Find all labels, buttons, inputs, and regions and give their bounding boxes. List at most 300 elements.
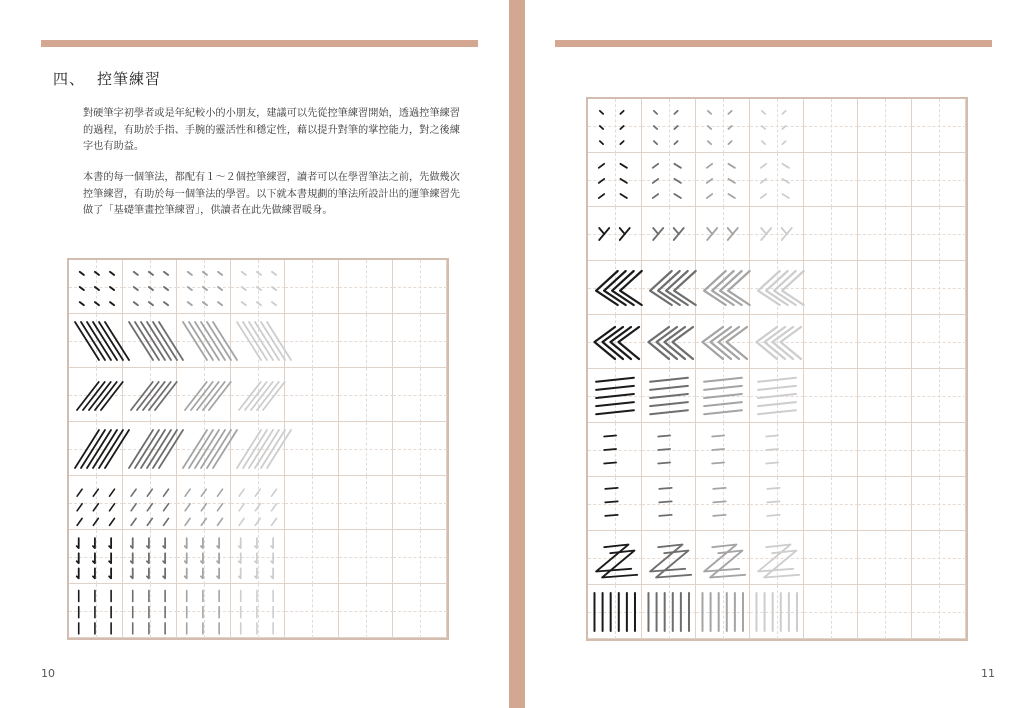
hook-stroke [255,538,257,548]
intro-paragraph: 對硬筆字初學者或是年紀較小的小朋友，建議可以先從控筆練習開始，透過控筆練習的過程，有助於手指、手腕的靈活性和穩定性，藉以提升對筆的掌控能力，對之後練字也有助益。 [83,108,460,152]
diagonal-stroke [255,322,279,360]
horizontal-stroke [713,501,725,502]
hook-stroke [77,568,79,578]
dot-stroke [762,126,765,129]
dot-stroke [728,194,734,198]
dot-stroke [203,287,207,290]
dot-stroke [674,111,677,114]
tick-stroke [255,504,260,511]
rising-stroke [255,430,279,468]
dot-stroke [110,287,114,290]
horizontal-stroke [758,378,796,382]
horizontal-stroke [596,410,634,414]
hook-stroke [163,568,165,578]
turn-stroke [656,551,691,578]
dot-stroke [707,234,712,240]
chevron-stroke [672,327,693,359]
tick-stroke [77,504,82,511]
rising-stroke [267,430,291,468]
horizontal-stroke [658,436,670,437]
tick-stroke [131,489,136,496]
rising-stroke [135,430,159,468]
horizontal-stroke [704,402,742,406]
tick-stroke [272,518,277,525]
right-page [525,0,1034,708]
dot-stroke [761,164,766,168]
hook-stroke [131,538,133,548]
horizontal-stroke [604,463,616,464]
dot-stroke [708,141,711,144]
tick-stroke [77,489,82,496]
hook-stroke [217,568,219,578]
tick-stroke [201,518,206,525]
hook-stroke [93,568,95,578]
tick-stroke [147,489,152,496]
horizontal-stroke [758,386,796,390]
chevron-stroke [726,327,747,359]
dot-stroke [674,179,680,183]
dot-stroke [728,234,733,240]
hook-stroke [201,568,203,578]
rising-stroke [237,430,261,468]
tick-stroke [272,504,277,511]
rising-stroke [185,382,207,410]
rising-stroke [141,430,165,468]
dot-stroke [620,111,623,114]
hook-stroke [163,553,165,563]
hook-stroke [217,553,219,563]
hook-stroke [201,538,203,548]
hook-stroke [185,568,187,578]
diagonal-stroke [87,322,111,360]
dot-stroke [712,228,717,234]
rising-stroke [195,430,219,468]
dot-stroke [620,228,625,234]
rising-stroke [261,430,285,468]
dot-stroke [272,287,276,290]
dot-stroke [188,302,192,305]
dot-stroke [80,287,84,290]
rising-stroke [77,382,99,410]
horizontal-stroke [712,449,724,450]
dot-stroke [134,287,138,290]
turn-stroke [764,551,799,578]
rising-stroke [159,430,183,468]
rising-stroke [207,430,231,468]
diagonal-stroke [249,322,273,360]
dot-stroke [242,287,246,290]
dot-stroke [620,179,626,183]
dot-stroke [620,194,626,198]
hook-stroke [109,568,111,578]
dot-stroke [707,228,712,234]
tick-stroke [164,489,169,496]
horizontal-stroke [767,501,779,502]
diagonal-stroke [201,322,225,360]
rising-stroke [209,382,231,410]
practice-grid-left [67,258,449,640]
tick-stroke [131,518,136,525]
dot-stroke [95,272,99,275]
horizontal-stroke [605,488,617,489]
diagonal-stroke [207,322,231,360]
hook-stroke [77,538,79,548]
dot-stroke [164,302,168,305]
turn-stroke [602,551,637,578]
dot-stroke [782,234,787,240]
tick-stroke [110,504,115,511]
dot-stroke [149,302,153,305]
rising-stroke [251,382,273,410]
dot-stroke [95,287,99,290]
hook-stroke [255,553,257,563]
dot-stroke [257,287,261,290]
horizontal-stroke [704,386,742,390]
rising-stroke [155,382,177,410]
dot-stroke [257,272,261,275]
dot-stroke [782,164,788,168]
tick-stroke [93,504,98,511]
hook-stroke [217,538,219,548]
tick-stroke [218,489,223,496]
diagonal-stroke [75,322,99,360]
horizontal-stroke [704,378,742,382]
top-rule-left [41,40,478,47]
tick-stroke [201,489,206,496]
tick-stroke [147,518,152,525]
dot-stroke [728,228,733,234]
dot-stroke [242,302,246,305]
rising-stroke [129,430,153,468]
dot-stroke [761,228,766,234]
diagonal-stroke [237,322,261,360]
tick-stroke [147,504,152,511]
hook-stroke [131,553,133,563]
horizontal-stroke [704,410,742,414]
practice-grid-right [586,97,968,641]
horizontal-stroke [712,463,724,464]
dot-stroke [599,234,604,240]
tick-stroke [239,518,244,525]
diagonal-stroke [135,322,159,360]
dot-stroke [708,111,711,114]
dot-stroke [80,272,84,275]
rising-stroke [213,430,237,468]
stroke-layer [69,260,447,638]
diagonal-stroke [195,322,219,360]
tick-stroke [131,504,136,511]
rising-stroke [105,430,129,468]
horizontal-stroke [713,515,725,516]
rising-stroke [203,382,225,410]
top-rule-right [555,40,992,47]
dot-stroke [272,272,276,275]
diagonal-stroke [105,322,129,360]
diagonal-stroke [81,322,105,360]
hook-stroke [147,538,149,548]
hook-stroke [271,568,273,578]
hook-stroke [77,553,79,563]
dot-stroke [620,126,623,129]
rising-stroke [197,382,219,410]
dot-stroke [599,194,604,198]
rising-stroke [149,382,171,410]
diagonal-stroke [99,322,123,360]
dot-stroke [782,111,785,114]
tick-stroke [218,504,223,511]
dot-stroke [782,194,788,198]
hook-stroke [93,538,95,548]
diagonal-stroke [141,322,165,360]
rising-stroke [75,430,99,468]
page-number-right: 11 [981,667,995,680]
dot-stroke [600,141,603,144]
dot-stroke [766,228,771,234]
dot-stroke [599,179,604,183]
dot-stroke [149,272,153,275]
hook-stroke [255,568,257,578]
horizontal-stroke [605,515,617,516]
rising-stroke [183,430,207,468]
hook-stroke [201,553,203,563]
rising-stroke [131,382,153,410]
hook-stroke [239,553,241,563]
chevron-stroke [782,271,804,305]
hook-stroke [147,568,149,578]
dot-stroke [164,272,168,275]
tick-stroke [77,518,82,525]
page-number-left: 10 [41,667,55,680]
section-title: 控筆練習 [97,70,162,88]
dot-stroke [674,234,679,240]
dot-stroke [188,272,192,275]
dot-stroke [787,228,792,234]
dot-stroke [728,164,734,168]
diagonal-stroke [147,322,171,360]
horizontal-stroke [659,488,671,489]
dot-stroke [654,126,657,129]
tick-stroke [93,489,98,496]
rising-stroke [81,430,105,468]
horizontal-stroke [650,410,688,414]
horizontal-stroke [767,515,779,516]
horizontal-stroke [605,501,617,502]
rising-stroke [147,430,171,468]
dot-stroke [599,228,604,234]
tick-stroke [185,504,190,511]
book-spine [509,0,525,708]
diagonal-stroke [93,322,117,360]
dot-stroke [620,164,626,168]
dot-stroke [674,164,680,168]
diagonal-stroke [153,322,177,360]
hook-stroke [163,538,165,548]
hook-stroke [239,568,241,578]
dot-stroke [707,179,712,183]
tick-stroke [201,504,206,511]
horizontal-stroke [604,449,616,450]
dot-stroke [654,141,657,144]
horizontal-stroke [596,402,634,406]
dot-stroke [761,179,766,183]
rising-stroke [101,382,123,410]
dot-stroke [728,179,734,183]
rising-stroke [249,430,273,468]
dot-stroke [149,287,153,290]
diagonal-stroke [243,322,267,360]
dot-stroke [708,126,711,129]
dot-stroke [762,141,765,144]
horizontal-stroke [766,449,778,450]
diagonal-stroke [189,322,213,360]
dot-stroke [762,111,765,114]
horizontal-stroke [596,378,634,382]
dot-stroke [242,272,246,275]
rising-stroke [93,430,117,468]
hook-stroke [131,568,133,578]
dot-stroke [625,228,630,234]
dot-stroke [782,179,788,183]
diagonal-stroke [183,322,207,360]
dot-stroke [604,228,609,234]
hook-stroke [185,538,187,548]
hook-stroke [271,538,273,548]
rising-stroke [143,382,165,410]
hook-stroke [109,538,111,548]
rising-stroke [189,430,213,468]
chevron-stroke [728,271,750,305]
dot-stroke [674,126,677,129]
dot-stroke [728,126,731,129]
horizontal-stroke [712,436,724,437]
dot-stroke [164,287,168,290]
horizontal-stroke [650,402,688,406]
dot-stroke [674,194,680,198]
dot-stroke [728,141,731,144]
dot-stroke [257,302,261,305]
tick-stroke [239,504,244,511]
chevron-stroke [620,271,642,305]
rising-stroke [137,382,159,410]
horizontal-stroke [658,449,670,450]
horizontal-stroke [659,515,671,516]
horizontal-stroke [766,436,778,437]
tick-stroke [185,518,190,525]
rising-stroke [99,430,123,468]
dot-stroke [782,141,785,144]
dot-stroke [272,302,276,305]
horizontal-stroke [758,410,796,414]
horizontal-stroke [596,386,634,390]
dot-stroke [707,194,712,198]
tick-stroke [110,518,115,525]
dot-stroke [600,126,603,129]
dot-stroke [218,302,222,305]
rising-stroke [153,430,177,468]
dot-stroke [653,194,658,198]
diagonal-stroke [213,322,237,360]
diagonal-stroke [129,322,153,360]
horizontal-stroke [596,394,634,398]
dot-stroke [679,228,684,234]
dot-stroke [218,272,222,275]
chevron-stroke [674,271,696,305]
dot-stroke [761,194,766,198]
section-number: 四、 [53,70,86,88]
dot-stroke [620,234,625,240]
diagonal-stroke [159,322,183,360]
rising-stroke [95,382,117,410]
horizontal-stroke [658,463,670,464]
turn-stroke [710,551,745,578]
rising-stroke [87,430,111,468]
horizontal-stroke [704,394,742,398]
dot-stroke [203,302,207,305]
dot-stroke [218,287,222,290]
hook-stroke [109,553,111,563]
hook-stroke [147,553,149,563]
dot-stroke [782,228,787,234]
dot-stroke [674,141,677,144]
horizontal-stroke [650,386,688,390]
dot-stroke [653,228,658,234]
horizontal-stroke [659,501,671,502]
dot-stroke [134,302,138,305]
dot-stroke [653,164,658,168]
hook-stroke [271,553,273,563]
dot-stroke [599,164,604,168]
rising-stroke [263,382,285,410]
horizontal-stroke [766,463,778,464]
hook-stroke [185,553,187,563]
tick-stroke [272,489,277,496]
dot-stroke [654,111,657,114]
tick-stroke [164,518,169,525]
dot-stroke [658,228,663,234]
dot-stroke [110,302,114,305]
dot-stroke [674,228,679,234]
tick-stroke [255,518,260,525]
dot-stroke [134,272,138,275]
horizontal-stroke [604,436,616,437]
rising-stroke [201,430,225,468]
dot-stroke [95,302,99,305]
dot-stroke [188,287,192,290]
dot-stroke [653,234,658,240]
chevron-stroke [780,327,801,359]
dot-stroke [761,234,766,240]
dot-stroke [203,272,207,275]
rising-stroke [89,382,111,410]
dot-stroke [620,141,623,144]
tick-stroke [110,489,115,496]
tick-stroke [255,489,260,496]
section-heading [53,68,161,89]
horizontal-stroke [650,378,688,382]
diagonal-stroke [261,322,285,360]
rising-stroke [243,430,267,468]
dot-stroke [782,126,785,129]
dot-stroke [110,272,114,275]
dot-stroke [728,111,731,114]
rising-stroke [239,382,261,410]
practice-paragraph: 本書的每一個筆法，都配有１～２個控筆練習，讀者可以在學習筆法之前，先做幾次控筆練習，有助於每一個筆法的學習。以下就本書規劃的筆法所設計出的運筆練習先做了「基礎筆畫控筆練習」，供讀者在此先做練習暖身。 [83,172,460,216]
hook-stroke [239,538,241,548]
rising-stroke [245,382,267,410]
diagonal-stroke [267,322,291,360]
horizontal-stroke [713,488,725,489]
dot-stroke [600,111,603,114]
